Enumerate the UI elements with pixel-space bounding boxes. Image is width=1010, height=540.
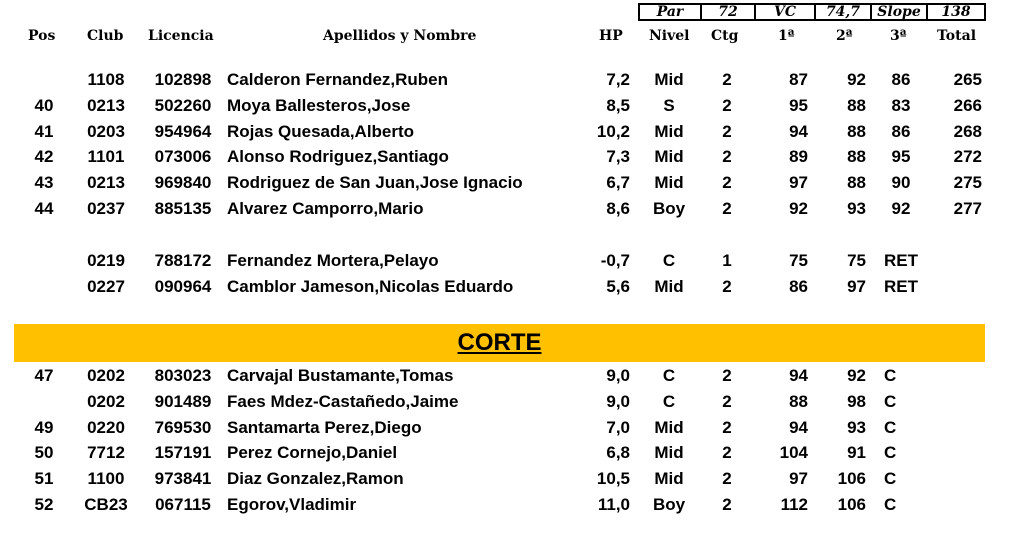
cell-round1: 97 [789,469,808,489]
cell-round1: 86 [789,276,808,296]
cell-pos: 43 [34,173,54,193]
cell-round1: 87 [789,70,808,89]
cell-hp: 7,2 [606,70,630,89]
header-ctg: Ctg [711,28,739,44]
cell-name: Egorov,Vladimir [227,495,357,514]
cell-round3: 90 [891,173,911,193]
cell-round3: 86 [891,121,911,141]
cell-round2: 75 [847,251,866,270]
cell-round2: 106 [837,469,866,489]
table-row [0,197,1010,221]
cell-club: 0220 [87,417,125,437]
cell-licencia: 885135 [154,199,212,218]
cell-licencia: 102898 [154,70,212,89]
header-licencia: Licencia [148,28,214,44]
cell-round1: 95 [789,95,808,115]
table-row [0,249,1010,273]
cell-ctg: 2 [722,147,732,167]
header-nombre: Apellidos y Nombre [323,28,477,44]
cell-total: 265 [953,70,982,89]
cell-pos: 42 [34,147,54,167]
cell-pos: 44 [34,199,54,218]
cell-round2: 106 [837,495,866,514]
cell-licencia: 969840 [154,173,212,193]
cell-nivel: Mid [654,70,684,89]
cell-club: 0213 [87,95,125,115]
par-label: Par [638,3,702,21]
cell-round1: 92 [789,199,808,218]
header-r1: 1ª [778,28,795,44]
cell-round2: 93 [847,199,866,218]
cell-round3: RET [884,276,918,296]
cell-round1: 89 [789,147,808,167]
cell-nivel: Mid [654,276,684,296]
cell-club: 0202 [87,391,125,411]
cell-round2: 92 [847,366,866,385]
cell-name: Carvajal Bustamante,Tomas [227,366,454,385]
table-row [0,390,1010,414]
cell-round2: 88 [847,147,866,167]
cell-pos: 52 [34,495,54,514]
cell-round3: C [884,417,897,437]
cell-nivel: C [662,391,676,411]
table-row [0,94,1010,118]
cell-name: Rodriguez de San Juan,Jose Ignacio [227,173,523,193]
cell-round2: 88 [847,95,866,115]
table-row [0,467,1010,491]
cell-round1: 104 [779,443,808,463]
cell-club: 0219 [87,251,125,270]
cell-licencia: 073006 [154,147,212,167]
cell-nivel: C [662,251,676,270]
cell-round1: 97 [789,173,808,193]
cell-round2: 92 [847,70,866,89]
cell-total: 277 [953,199,982,218]
cell-club: 0202 [87,366,125,385]
header-pos: Pos [28,28,56,44]
cell-ctg: 2 [722,366,732,385]
cell-round2: 88 [847,173,866,193]
cell-name: Camblor Jameson,Nicolas Eduardo [227,276,514,296]
cell-name: Diaz Gonzalez,Ramon [227,469,404,489]
cell-name: Faes Mdez-Castañedo,Jaime [227,391,459,411]
header-r3: 3ª [890,28,907,44]
cell-hp: 10,5 [596,469,630,489]
cell-total: 266 [953,95,982,115]
corte-band [14,324,985,362]
cell-nivel: Boy [652,495,686,514]
cell-round3: C [884,366,897,385]
cell-hp: -0,7 [600,251,630,270]
cell-licencia: 067115 [155,495,211,514]
cell-club: 0227 [87,276,125,296]
cell-round3: 92 [891,199,911,218]
cell-round2: 97 [847,276,866,296]
cell-total: 268 [953,121,982,141]
cell-pos: 47 [34,366,54,385]
cell-total: 272 [953,147,982,167]
cell-nivel: Boy [652,199,686,218]
cell-hp: 6,8 [606,443,630,463]
cell-round3: 95 [891,147,911,167]
cell-hp: 8,6 [606,199,630,218]
cell-licencia: 954964 [154,121,212,141]
slope-label: Slope [870,3,928,21]
cell-licencia: 901489 [154,391,212,411]
cell-round3: C [884,391,897,411]
cell-hp: 9,0 [606,366,630,385]
cell-pos: 51 [34,469,54,489]
cell-round3: 86 [891,70,911,89]
header-r2: 2ª [836,28,853,44]
cell-hp: 5,6 [606,276,630,296]
table-row [0,275,1010,299]
cell-hp: 8,5 [606,95,630,115]
cell-licencia: 502260 [154,95,212,115]
cell-name: Rojas Quesada,Alberto [227,121,415,141]
cell-ctg: 2 [722,121,732,141]
cell-round3: RET [884,251,918,270]
cell-pos: 40 [34,95,54,115]
table-row [0,145,1010,169]
table-row [0,120,1010,144]
cell-round3: 83 [891,95,911,115]
cell-name: Perez Cornejo,Daniel [227,443,398,463]
vc-value: 74,7 [814,3,872,21]
cell-round3: C [884,469,897,489]
table-row [0,171,1010,195]
cell-ctg: 2 [722,95,732,115]
cell-club: 7712 [87,443,125,463]
cell-club: CB23 [84,495,128,514]
cell-pos: 41 [34,121,54,141]
cell-name: Alvarez Camporro,Mario [227,199,424,218]
cell-ctg: 2 [722,173,732,193]
cell-hp: 9,0 [606,391,630,411]
table-row [0,493,1010,517]
cell-round2: 88 [847,121,866,141]
cell-licencia: 090964 [154,276,212,296]
cell-pos: 50 [34,443,54,463]
corte-label: CORTE [457,329,542,356]
cell-nivel: Mid [654,443,684,463]
table-row [0,441,1010,465]
cell-licencia: 803023 [154,366,212,385]
cell-round3: C [884,443,897,463]
header-nivel: Nivel [649,28,690,44]
cell-club: 0213 [87,173,125,193]
cell-round3: C [884,495,897,514]
cell-club: 1101 [87,147,125,167]
cell-nivel: S [663,95,675,115]
cell-licencia: 788172 [154,251,212,270]
cell-ctg: 1 [722,251,732,270]
cell-ctg: 2 [722,469,732,489]
cell-round1: 94 [789,121,808,141]
cell-round2: 98 [847,391,866,411]
cell-licencia: 157191 [154,443,212,463]
cell-nivel: Mid [654,121,684,141]
cell-nivel: Mid [654,417,684,437]
cell-round1: 75 [789,251,808,270]
cell-ctg: 2 [722,495,732,514]
cell-ctg: 2 [722,391,732,411]
cell-round2: 93 [847,417,866,437]
table-row [0,68,1010,92]
cell-club: 0237 [87,199,125,218]
slope-value: 138 [926,3,986,21]
cell-pos: 49 [34,417,54,437]
cell-hp: 7,0 [606,417,630,437]
cell-round1: 112 [780,495,808,514]
cell-name: Fernandez Mortera,Pelayo [227,251,439,270]
header-hp: HP [599,28,623,44]
cell-name: Moya Ballesteros,Jose [227,95,411,115]
cell-nivel: Mid [654,147,684,167]
cell-club: 0203 [87,121,125,141]
cell-hp: 11,0 [597,495,630,514]
header-total: Total [937,28,977,44]
cell-name: Alonso Rodriguez,Santiago [227,147,449,167]
par-value: 72 [700,3,756,21]
cell-name: Calderon Fernandez,Ruben [227,70,449,89]
cell-round1: 88 [789,391,808,411]
cell-licencia: 973841 [154,469,212,489]
cell-total: 275 [953,173,982,193]
cell-licencia: 769530 [154,417,212,437]
cell-club: 1108 [87,70,125,89]
table-row [0,416,1010,440]
cell-hp: 7,3 [606,147,630,167]
cell-round1: 94 [789,417,808,437]
cell-nivel: Mid [654,469,684,489]
cell-name: Santamarta Perez,Diego [227,417,422,437]
cell-nivel: Mid [654,173,684,193]
vc-label: VC [754,3,816,21]
cell-club: 1100 [87,469,125,489]
cell-nivel: C [662,366,676,385]
table-row [0,364,1010,388]
cell-hp: 10,2 [596,121,630,141]
cell-ctg: 2 [722,417,732,437]
cell-round1: 94 [789,366,808,385]
cell-ctg: 2 [722,199,732,218]
cell-hp: 6,7 [606,173,630,193]
header-club: Club [87,28,124,44]
cell-round2: 91 [847,443,866,463]
cell-ctg: 2 [722,443,732,463]
cell-ctg: 2 [722,70,732,89]
cell-ctg: 2 [722,276,732,296]
